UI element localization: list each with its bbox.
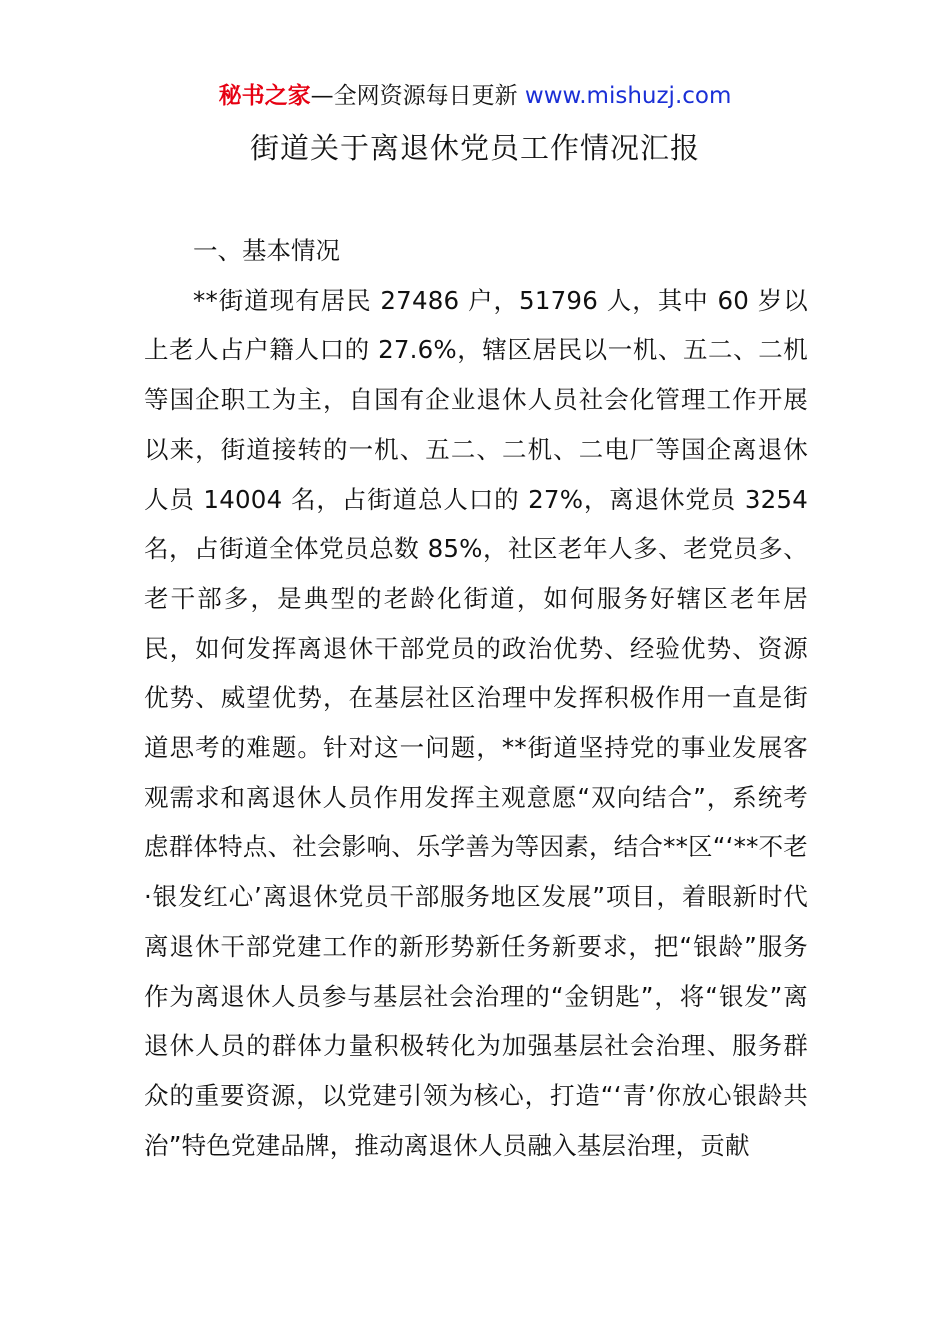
document-title: 街道关于离退休党员工作情况汇报: [249, 131, 700, 165]
site-url-link[interactable]: www.mishuzj.com: [524, 83, 732, 109]
brand-name: 秘书之家: [218, 83, 311, 109]
section-heading: 一、基本情况: [193, 236, 340, 265]
body-paragraph: **街道现有居民 27486 户，51796 人，其中 60 岁以上老人占户籍人口的 27.6%，辖区居民以一机、五二、二机等国企职工为主，自国有企业退休人员社会化管理工作开展以来，街道接转的一机、五二、二机、二电厂等国企离退休人员 14004 名，占街道总人口的 27%，离退休党员 3254 名，占街道全体党员总数 85%，社区老年人多、老党员多、老干部多，是典型的老龄化街道，如何服务好辖区老年居民，如何发挥离退休干部党员的政治优势、经验优势、资源优势、威望优势，在基层社区治理中发挥积极作用一直是街道思考的难题。针对这一问题，**街道坚持党的事业发展客观需求和离退休人员作用发挥主观意愿“双向结合”，系统考虑群体特点、社会影响、乐学善为等因素，结合**区“‘**不老·银发红心’离退休党员干部服务地区发展”项目，着眼新时代离退休干部党建工作的新形势新任务新要求，把“银龄”服务作为离退休人员参与基层社会治理的“金钥匙”，将“银发”离退休人员的群体力量积极转化为加强基层社会治理、服务群众的重要资源，以党建引领为核心，打造“‘青’你放心银龄共治”特色党建品牌，推动离退休人员融入基层治理，贡献: [144, 285, 808, 1160]
document-body: [144, 226, 808, 1170]
site-header: [0, 80, 950, 112]
header-tagline: —全网资源每日更新: [310, 83, 525, 109]
